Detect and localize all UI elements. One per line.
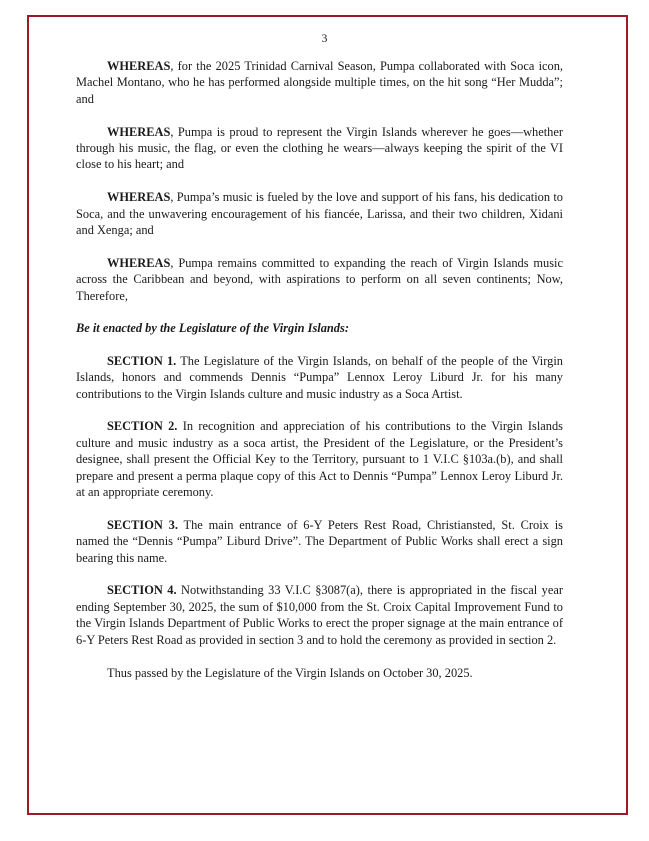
page-number: 3: [321, 33, 328, 45]
section-label: SECTION 1.: [107, 353, 177, 368]
section-4: [76, 582, 563, 648]
section-label: SECTION 2.: [107, 419, 178, 434]
section-2: [76, 418, 563, 500]
closing-statement: Thus passed by the Legislature of the Virgin Islands on October 30, 2025.: [107, 665, 473, 680]
section-text: Notwithstanding 33 V.I.C §3087(a), there is appropriated in the fiscal year ending September 30, 2025, the sum of $10,000 from the St. Croix Capital Improvement Fund to the Virgin Islands Department of Public Works to erect the proper signage at the main entrance of 6-Y Peters Rest Road as provided in section 3 and to hold the ceremony as provided in section 2.: [76, 583, 563, 647]
document-body: [76, 58, 563, 681]
section-text: The Legislature of the Virgin Islands, on behalf of the people of the Virgin Islands, honors and commends Dennis “Pumpa” Lennox Leroy Liburd Jr. for his many contributions to the Virgin Islands culture and music industry as a Soca Artist.: [76, 353, 563, 401]
section-text: The main entrance of 6-Y Peters Rest Road, Christiansted, St. Croix is named the “Dennis “Pumpa” Liburd Drive”. The Department of Public Works shall erect a sign bearing this name.: [76, 517, 563, 565]
whereas-label: WHEREAS: [107, 124, 171, 139]
whereas-text: , Pumpa’s music is fueled by the love and support of his fans, his dedication to Soca, and the unwavering encouragement of his fiancée, Larissa, and their two children, Xidani and Xenga; and: [76, 190, 563, 238]
section-label: SECTION 3.: [107, 517, 178, 532]
enacting-clause: Be it enacted by the Legislature of the Virgin Islands:: [76, 321, 349, 336]
whereas-clause-2: [76, 124, 563, 173]
section-text: In recognition and appreciation of his contributions to the Virgin Islands culture and music industry as a soca artist, the President of the Legislature, or the President’s designee, shall present the Official Key to the Territory, pursuant to 1 V.I.C §103a.(b), and shall prepare and present a perma plaque copy of this Act to Dennis “Pumpa” Lennox Leroy Liburd Jr. at an appropriate ceremony.: [76, 419, 563, 500]
whereas-text: , Pumpa remains committed to expanding the reach of Virgin Islands music across the Caribbean and beyond, with aspirations to perform on all seven continents; Now, Therefore,: [76, 255, 563, 303]
section-1: [76, 353, 563, 402]
whereas-clause-4: [76, 255, 563, 304]
whereas-text: , Pumpa is proud to represent the Virgin Islands wherever he goes—whether through his music, the flag, or even the clothing he wears—always keeping the spirit of the VI close to his heart; and: [76, 124, 563, 172]
whereas-clause-1: [76, 58, 563, 107]
whereas-label: WHEREAS: [107, 255, 171, 270]
whereas-label: WHEREAS: [107, 59, 171, 73]
whereas-clause-3: [76, 189, 563, 238]
section-label: SECTION 4.: [107, 583, 177, 598]
whereas-text: , for the 2025 Trinidad Carnival Season, Pumpa collaborated with Soca icon, Machel Montano, who he has performed alongside multiple times, on the hit song “Her Mudda”; and: [76, 59, 563, 106]
whereas-label: WHEREAS: [107, 190, 171, 205]
section-3: [76, 517, 563, 566]
